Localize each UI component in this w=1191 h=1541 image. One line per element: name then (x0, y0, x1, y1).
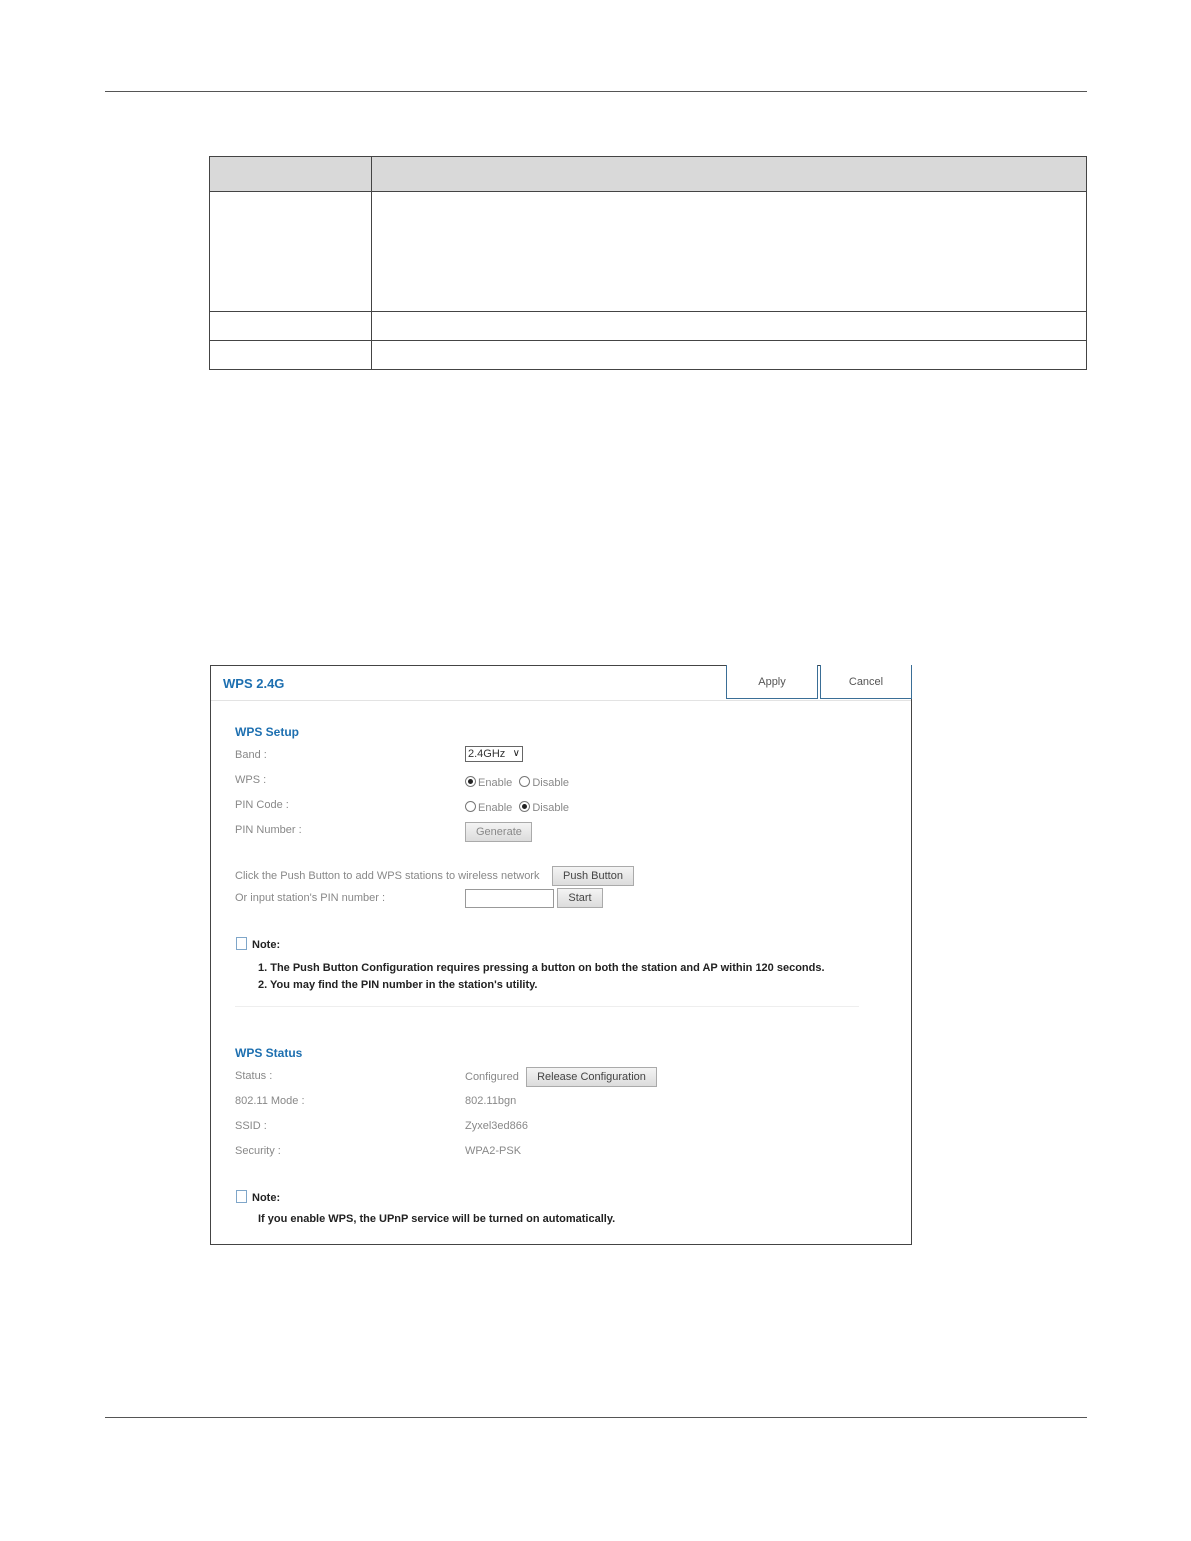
table-cell (210, 341, 372, 370)
description-table (209, 156, 1087, 370)
table-cell (210, 192, 372, 312)
wps-panel (210, 665, 912, 1245)
section-divider (235, 1006, 859, 1007)
setup-note-title: Note: (252, 939, 281, 951)
setup-note-1: 1. The Push Button Configuration requires pressing a button on both the station and AP within 120 seconds. (258, 962, 825, 974)
mode-value: 802.11bgn (465, 1095, 517, 1107)
band-select[interactable] (465, 746, 523, 762)
footer-rule (105, 1417, 1087, 1418)
table-header-cell (210, 157, 372, 192)
table-header-cell (372, 157, 1087, 192)
wps-setup-title: WPS Setup (235, 725, 300, 739)
wps-enable-label: Enable (478, 777, 513, 789)
wps-enable-radio[interactable] (465, 776, 476, 787)
panel-header (211, 666, 911, 701)
table-row (210, 312, 1087, 341)
band-label: Band : (235, 749, 267, 761)
pin-number-label: PIN Number : (235, 824, 302, 836)
wps-disable-label: Disable (532, 777, 570, 789)
status-note-title: Note: (252, 1192, 281, 1204)
table-cell (372, 341, 1087, 370)
generate-button[interactable]: Generate (465, 822, 532, 842)
apply-button[interactable]: Apply (726, 665, 818, 699)
table-row (210, 341, 1087, 370)
start-button[interactable]: Start (557, 888, 603, 908)
station-pin-input[interactable] (465, 889, 554, 908)
mode-label: 802.11 Mode : (235, 1095, 305, 1107)
status-value: Configured (465, 1071, 519, 1083)
chevron-down-icon: ∨ (512, 748, 520, 759)
push-button-instruction: Click the Push Button to add WPS stations to wireless network (235, 870, 540, 882)
table-header-row (210, 157, 1087, 192)
table-cell (372, 312, 1087, 341)
security-value: WPA2-PSK (465, 1145, 522, 1157)
status-label: Status : (235, 1070, 273, 1082)
pin-code-label: PIN Code : (235, 799, 289, 811)
setup-note-2: 2. You may find the PIN number in the station's utility. (258, 979, 538, 991)
table-cell (372, 192, 1087, 312)
pin-disable-radio[interactable] (519, 801, 530, 812)
station-pin-label: Or input station's PIN number : (235, 892, 386, 904)
wps-status-title: WPS Status (235, 1046, 303, 1060)
push-button[interactable]: Push Button (552, 866, 634, 886)
ssid-value: Zyxel3ed866 (465, 1120, 528, 1132)
cancel-button[interactable]: Cancel (820, 665, 912, 699)
note-icon (236, 1190, 247, 1203)
table-row (210, 192, 1087, 312)
pin-disable-label: Disable (532, 802, 570, 814)
wps-disable-radio[interactable] (519, 776, 530, 787)
note-icon (236, 937, 247, 950)
wps-label: WPS : (235, 774, 267, 786)
header-rule (105, 91, 1087, 92)
panel-title: WPS 2.4G (223, 676, 285, 691)
wps-radio-group (465, 776, 569, 789)
pin-enable-label: Enable (478, 802, 513, 814)
band-select-value: 2.4GHz (468, 748, 506, 760)
release-configuration-button[interactable]: Release Configuration (526, 1067, 657, 1087)
pin-code-radio-group (465, 801, 569, 814)
status-note-text: If you enable WPS, the UPnP service will be turned on automatically. (258, 1213, 616, 1225)
table-cell (210, 312, 372, 341)
security-label: Security : (235, 1145, 281, 1157)
pin-enable-radio[interactable] (465, 801, 476, 812)
ssid-label: SSID : (235, 1120, 267, 1132)
